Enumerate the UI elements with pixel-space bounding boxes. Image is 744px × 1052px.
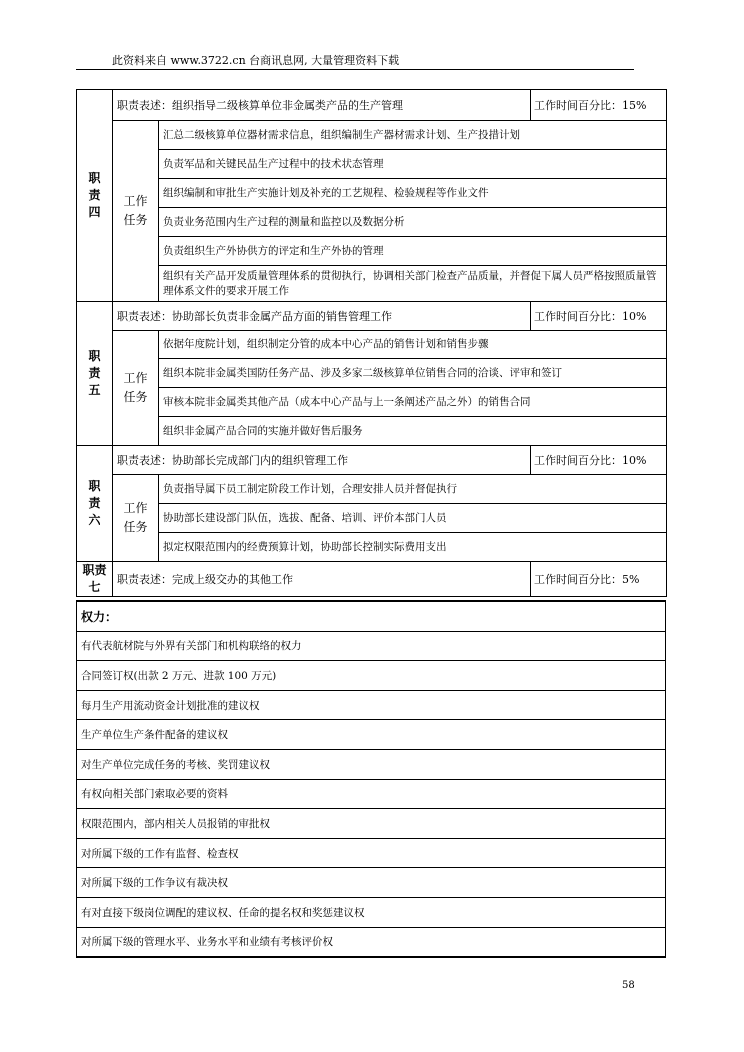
page-header: 此资料来自 www.3722.cn 台商讯息网, 大量管理资料下载 [112, 54, 400, 67]
power-item: 有权向相关部门索取必要的资料 [77, 779, 666, 809]
page-number: 58 [622, 980, 635, 991]
duty-6-task: 负责指导属下员工制定阶段工作计划，合理安排人员并督促执行 [159, 475, 667, 504]
duty-6-task: 协助部长建设部门队伍，选拔、配备、培训、评价本部门人员 [159, 504, 667, 533]
power-item: 有代表航材院与外界有关部门和机构联络的权力 [77, 631, 666, 661]
duty-5-summary-row [77, 302, 667, 331]
power-item: 有对直接下级岗位调配的建议权、任命的提名权和奖惩建议权 [77, 897, 666, 927]
duty-6-description: 职责表述：协助部长完成部门内的组织管理工作 [113, 446, 531, 475]
duty-4-summary-row [77, 90, 667, 121]
duty-4-work-tasks-label: 工作 任务 [113, 121, 159, 302]
duty-7-tag: 职责 七 [77, 562, 113, 597]
duty-5-time-percent: 工作时间百分比：10% [531, 302, 667, 331]
power-item: 对生产单位完成任务的考核、奖罚建议权 [77, 749, 666, 779]
duty-4-task: 组织有关产品开发质量管理体系的贯彻执行，协调相关部门检查产品质量，并督促下属人员严格按照质量管理体系文件的要求开展工作 [159, 266, 667, 302]
duty-5-task: 组织非金属产品合同的实施并做好售后服务 [159, 417, 667, 446]
duty-4-task: 负责军品和关键民品生产过程中的技术状态管理 [159, 150, 667, 179]
duty-5-work-tasks-label: 工作 任务 [113, 331, 159, 446]
duty-6-work-tasks-label: 工作 任务 [113, 475, 159, 562]
duty-4-task: 负责业务范围内生产过程的测量和监控以及数据分析 [159, 208, 667, 237]
duty-7-description: 职责表述：完成上级交办的其他工作 [113, 562, 531, 597]
duty-5-description: 职责表述：协助部长负责非金属产品方面的销售管理工作 [113, 302, 531, 331]
duty-4-task: 组织编制和审批生产实施计划及补充的工艺规程、检验规程等作业文件 [159, 179, 667, 208]
power-item: 合同签订权(出款 2 万元、进款 100 万元) [77, 661, 666, 691]
duty-4-task: 汇总二级核算单位器材需求信息，组织编制生产器材需求计划、生产投措计划 [159, 121, 667, 150]
duty-5-tag: 职 责 五 [77, 302, 113, 446]
duty-4-time-percent: 工作时间百分比：15% [531, 90, 667, 121]
duty-7-summary-row [77, 562, 667, 597]
power-item: 权限范围内，部内相关人员报销的审批权 [77, 809, 666, 839]
duty-6-summary-row [77, 446, 667, 475]
duty-5-task: 依据年度院计划，组织制定分管的成本中心产品的销售计划和销售步骤 [159, 331, 667, 359]
powers-title: 权力： [77, 601, 666, 631]
duty-4-task: 负责组织生产外协供方的评定和生产外协的管理 [159, 237, 667, 266]
duty-5-task: 审核本院非金属类其他产品（成本中心产品与上一条阐述产品之外）的销售合同 [159, 388, 667, 417]
duty-6-time-percent: 工作时间百分比：10% [531, 446, 667, 475]
duties-table [76, 89, 667, 597]
power-item: 对所属下级的管理水平、业务水平和业绩有考核评价权 [77, 927, 666, 957]
power-item: 生产单位生产条件配备的建议权 [77, 720, 666, 750]
power-item: 对所属下级的工作有监督、检查权 [77, 838, 666, 868]
duty-4-description: 职责表述：组织指导二级核算单位非金属类产品的生产管理 [113, 90, 531, 121]
duty-6-task: 拟定权限范围内的经费预算计划，协助部长控制实际费用支出 [159, 533, 667, 562]
duty-5-task: 组织本院非金属类国防任务产品、涉及多家二级核算单位销售合同的洽谈、评审和签订 [159, 359, 667, 388]
power-item: 每月生产用流动资金计划批准的建议权 [77, 690, 666, 720]
power-item: 对所属下级的工作争议有裁决权 [77, 868, 666, 898]
powers-table [76, 600, 666, 958]
duty-7-time-percent: 工作时间百分比：5% [531, 562, 667, 597]
header-rule [76, 69, 634, 70]
duty-6-tag: 职 责 六 [77, 446, 113, 562]
duty-4-tag: 职 责 四 [77, 90, 113, 302]
